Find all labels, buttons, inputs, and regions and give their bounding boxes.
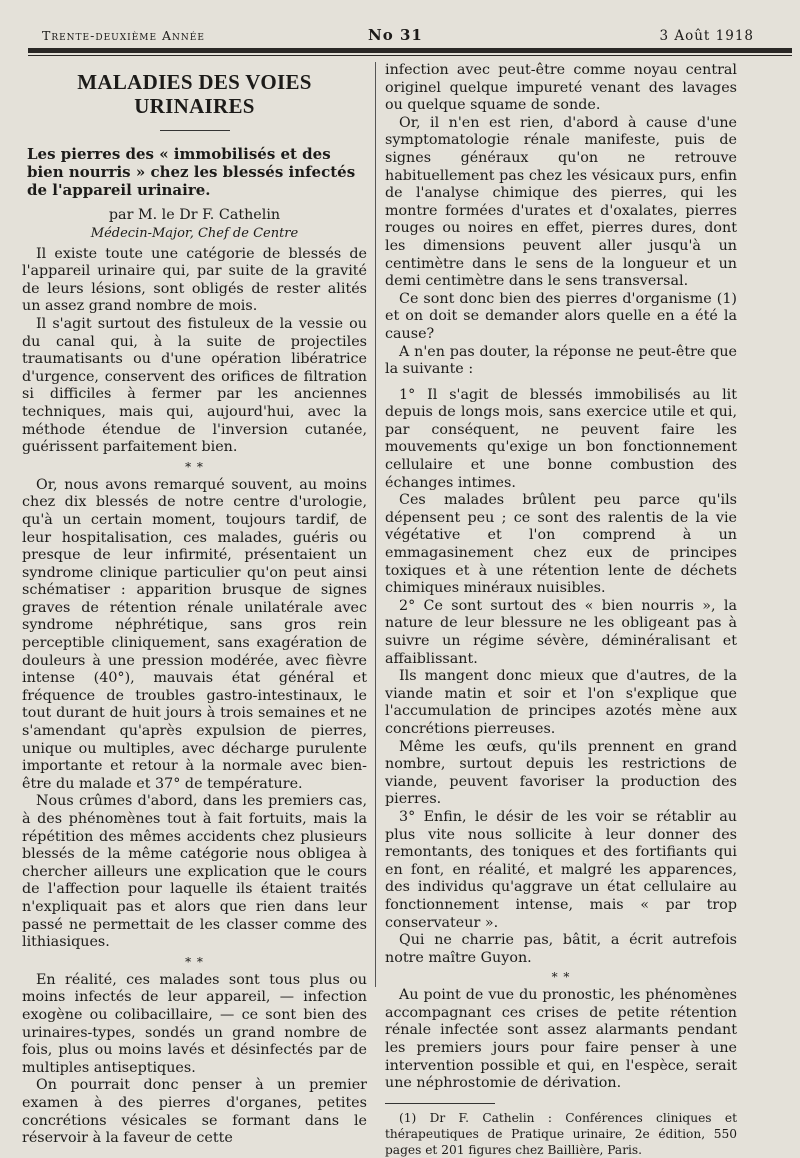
issue-date: 3 Août 1918	[659, 28, 754, 44]
title-rule	[160, 130, 230, 131]
page-header	[30, 26, 770, 46]
paragraph: 2° Ce sont surtout des « bien nourris », la nature de leur blessure ne les obligeant pas à suivre un régime sévère, déminéralisant et affaiblissant.	[385, 597, 737, 667]
left-column	[22, 62, 367, 1148]
paragraph: 1° Il s'agit de blessés immobilisés au lit depuis de longs mois, sans exercice utile et qui, par conséquent, ne peuvent faire les mouvements qu'exige un bon fonctionnement cellulaire et une bonne combustion des échanges intimes.	[385, 386, 737, 491]
section-title: MALADIES DES VOIES URINAIRES	[77, 70, 312, 118]
right-column	[385, 62, 737, 1158]
paragraph: Or, il n'en est rien, d'abord à cause d'une symptomatologie rénale manifeste, puis de signes généraux qu'on ne retrouve habituellement pas chez les vésicaux purs, enfin de l'analyse chimique des pierres, qui les montre formées d'urates et d'oxalates, pierres rouges ou noires en effet, pierres dures, dont les dimensions peuvent aller jusqu'à un centimètre dans le sens de la longueur et un demi centimètre dans le sens transversal.	[385, 114, 737, 290]
paragraph: Or, nous avons remarqué souvent, au moins chez dix blessés de notre centre d'urologie, qu'à un certain moment, toujours tardif, de leur hospitalisation, ces malades, guéris ou presque de leur infirmité, présentaient un syndrome clinique particulier qu'on peut ainsi schématiser : apparition brusque de signes graves de rétention rénale unilatérale avec syndrome néphrétique, sans gros rein perceptible cliniquement, sans exagération de douleurs à une pression modérée, avec fièvre intense (40°), mauvais état général et fréquence de troubles gastro-intestinaux, le tout durant de huit jours à trois semaines et ne s'amendant qu'après expulsion de pierres, unique ou multiples, avec décharge purulente importante et retour à la normale avec bien-être du malade et 37° de température.	[22, 476, 367, 792]
section-stars: * *	[185, 954, 204, 969]
paragraph: Même les œufs, qu'ils prennent en grand nombre, surtout depuis les restrictions de viande, peuvent favoriser la production des pierres.	[385, 738, 737, 808]
paragraph: Nous crûmes d'abord, dans les premiers cas, à des phénomènes tout à fait fortuits, mais la répétition des mêmes accidents chez plusieurs blessés de la même catégorie nous obligea à chercher ailleurs une explication que le cours de l'affection pour laquelle ils étaient traités n'expliquait pas et alors que rien dans leur passé ne permettait de les classer comme des lithiasiques.	[22, 793, 367, 951]
paragraph: On pourrait donc penser à un premier examen à des pierres d'organes, petites concrétions vésicales se formant dans le réservoir à la faveur de cette	[22, 1077, 367, 1147]
issue-number: No 31	[368, 26, 423, 44]
paragraph: infection avec peut-être comme noyau central originel quelque impureté venant des lavages ou quelque squame de sonde.	[385, 62, 737, 114]
paragraph: Il existe toute une catégorie de blessés de l'appareil urinaire qui, par suite de la gravité de leurs lésions, sont obligés de rester alités un assez grand nombre de mois.	[22, 245, 367, 315]
footnote-rule	[385, 1103, 495, 1104]
paragraph: 3° Enfin, le désir de les voir se rétablir au plus vite nous sollicite à leur donner des remontants, des toniques et des fortifiants qui en font, en réalité, et malgré les apparences, des individus qu'aggrave un état cellulaire au fonctionnement intense, mais « par trop conservateur ».	[385, 808, 737, 931]
section-stars: * *	[551, 970, 571, 985]
paragraph: A n'en pas douter, la réponse ne peut-être que la suivante :	[385, 343, 737, 378]
article-author: par M. le Dr F. Cathelin	[108, 207, 281, 223]
paragraph: Ce sont donc bien des pierres d'organisme (1) et on doit se demander alors quelle en a été la cause?	[385, 290, 737, 342]
section-stars: * *	[185, 459, 204, 474]
author-role: Médecin-Major, Chef de Centre	[90, 225, 299, 241]
volume-label: Trente-deuxième Année	[42, 28, 205, 43]
paragraph: Au point de vue du pronostic, les phénomènes accompagnant ces crises de petite rétention rénale infectée sont assez alarmants pendant les premiers jours pour faire penser à une intervention possible et qui, en l'espèce, serait une néphrostomie de dérivation.	[385, 987, 737, 1092]
header-rule	[28, 48, 792, 53]
article-subtitle: Les pierres des « immobilisés et des bien nourris » chez les blessés infectés de l'appareil urinaire.	[27, 145, 356, 199]
paragraph: Il s'agit surtout des fistuleux de la vessie ou du canal qui, à la suite de projectiles traumatisants ou d'une opération libératrice d'urgence, conservent des orifices de filtration si difficiles à fermer par les anciennes techniques, mais qui, aujourd'hui, avec la méthode étendue de l'inversion cutanée, guérissent parfaitement bien.	[22, 315, 367, 456]
header-rule-thin	[28, 55, 792, 56]
paragraph: En réalité, ces malades sont tous plus ou moins infectés de leur appareil, — infection exogène ou colibacillaire, — ce sont bien des urinaires-types, sondés un grand nombre de fois, plus ou moins lavés et désinfectés par de multiples antiseptiques.	[22, 971, 367, 1076]
column-divider	[375, 62, 376, 987]
paragraph: Qui ne charrie pas, bâtit, a écrit autrefois notre maître Guyon.	[385, 932, 737, 966]
footnote: (1) Dr F. Cathelin : Conférences cliniques et thérapeutiques de Pratique urinaire, 2e édition, 550 pages et 201 figures chez Baillière, Paris.	[385, 1110, 737, 1157]
paragraph: Ils mangent donc mieux que d'autres, de la viande matin et soir et l'on s'explique que l'accumulation de principes azotés mène aux concrétions pierreuses.	[385, 668, 737, 737]
paragraph: Ces malades brûlent peu parce qu'ils dépensent peu ; ce sont des ralentis de la vie végétative et l'on comprend à un emmagasinement chez eux de principes toxiques et à une rétention lente de déchets chimiques minéraux nuisibles.	[385, 492, 737, 597]
